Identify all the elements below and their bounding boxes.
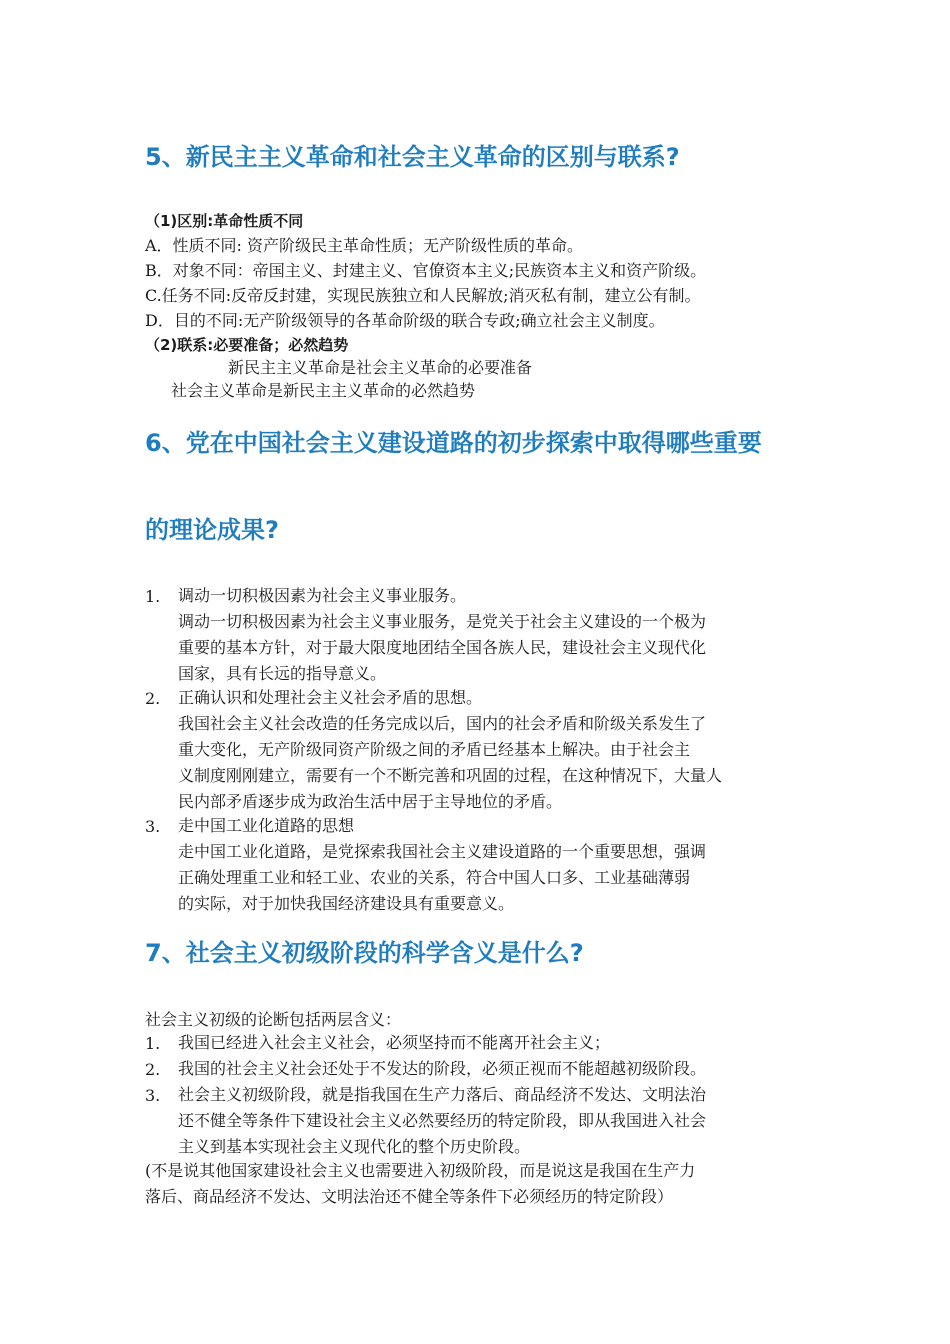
q6-item1-head: 调动一切积极因素为社会主义事业服务。 xyxy=(178,586,467,605)
q5-link-2: 社会主义革命是新民主主义革命的必然趋势 xyxy=(171,381,476,400)
q5-diff-d: D．目的不同:无产阶级领导的各革命阶级的联合专政;确立社会主义制度。 xyxy=(145,311,665,330)
q6-item3-body-line: 走中国工业化道路，是党探索我国社会主义建设道路的一个重要思想，强调 xyxy=(178,842,707,861)
q7-note-line: 落后、商品经济不发达、文明法治还不健全等条件下必须经历的特定阶段） xyxy=(145,1187,674,1206)
q7-item3-line: 还不健全等条件下建设社会主义必然要经历的特定阶段，即从我国进入社会 xyxy=(178,1111,707,1130)
q7-title: 7、社会主义初级阶段的科学含义是什么? xyxy=(145,939,584,967)
q6-item3-body-line: 正确处理重工业和轻工业、农业的关系，符合中国人口多、工业基础薄弱 xyxy=(178,868,691,887)
q7-item3-number: 3. xyxy=(145,1086,161,1105)
q5-diff-heading: （1)区别:革命性质不同 xyxy=(145,212,304,230)
q6-item2-body-line: 民内部矛盾逐步成为政治生活中居于主导地位的矛盾。 xyxy=(178,792,563,811)
q6-item3-head: 走中国工业化道路的思想 xyxy=(178,816,355,835)
q7-item3-line: 社会主义初级阶段，就是指我国在生产力落后、商品经济不发达、文明法治 xyxy=(178,1085,707,1104)
q5-diff-b: B．对象不同：帝国主义、封建主义、官僚资本主义;民族资本主义和资产阶级。 xyxy=(145,261,707,280)
q5-diff-a: A．性质不同: 资产阶级民主革命性质；无产阶级性质的革命。 xyxy=(145,236,584,255)
q6-item1-body-line: 国家，具有长远的指导意义。 xyxy=(178,664,387,683)
q7-note-line: (不是说其他国家建设社会主义也需要进入初级阶段，而是说这是我国在生产力 xyxy=(145,1161,696,1180)
q6-item1-body-line: 重要的基本方针，对于最大限度地团结全国各族人民，建设社会主义现代化 xyxy=(178,638,707,657)
q7-item1-number: 1. xyxy=(145,1034,161,1053)
q7-item2-line: 我国的社会主义社会还处于不发达的阶段，必须正视而不能超越初级阶段。 xyxy=(178,1059,707,1078)
q6-item2-body-line: 我国社会主义社会改造的任务完成以后，国内的社会矛盾和阶级关系发生了 xyxy=(178,714,707,733)
q5-title: 5、新民主主义革命和社会主义革命的区别与联系? xyxy=(145,143,680,171)
q6-item2-body-line: 重大变化，无产阶级同资产阶级之间的矛盾已经基本上解决。由于社会主 xyxy=(178,740,691,759)
q7-item3-line: 主义到基本实现社会主义现代化的整个历史阶段。 xyxy=(178,1137,531,1156)
q7-item2-number: 2. xyxy=(145,1060,161,1079)
q5-link-heading: （2)联系:必要准备；必然趋势 xyxy=(145,336,349,354)
q6-item2-head: 正确认识和处理社会主义社会矛盾的思想。 xyxy=(178,688,483,707)
q6-title-line1: 6、党在中国社会主义建设道路的初步探索中取得哪些重要 xyxy=(145,429,762,457)
q5-diff-c: C.任务不同:反帝反封建，实现民族独立和人民解放;消灭私有制，建立公有制。 xyxy=(145,286,701,305)
q6-item1-body-line: 调动一切积极因素为社会主义事业服务，是党关于社会主义建设的一个极为 xyxy=(178,612,707,631)
q6-item2-body-line: 义制度刚刚建立，需要有一个不断完善和巩固的过程，在这种情况下，大量人 xyxy=(178,766,723,785)
q7-intro: 社会主义初级的论断包括两层含义： xyxy=(145,1010,402,1029)
q6-item3-body-line: 的实际，对于加快我国经济建设具有重要意义。 xyxy=(178,894,515,913)
q7-item1-line: 我国已经进入社会主义社会，必须坚持而不能离开社会主义； xyxy=(178,1033,611,1052)
q6-title-line2: 的理论成果? xyxy=(145,516,279,544)
q6-item3-number: 3. xyxy=(145,817,161,836)
q6-item2-number: 2. xyxy=(145,689,161,708)
q6-item1-number: 1. xyxy=(145,587,161,606)
q5-link-1: 新民主主义革命是社会主义革命的必要准备 xyxy=(228,358,533,377)
